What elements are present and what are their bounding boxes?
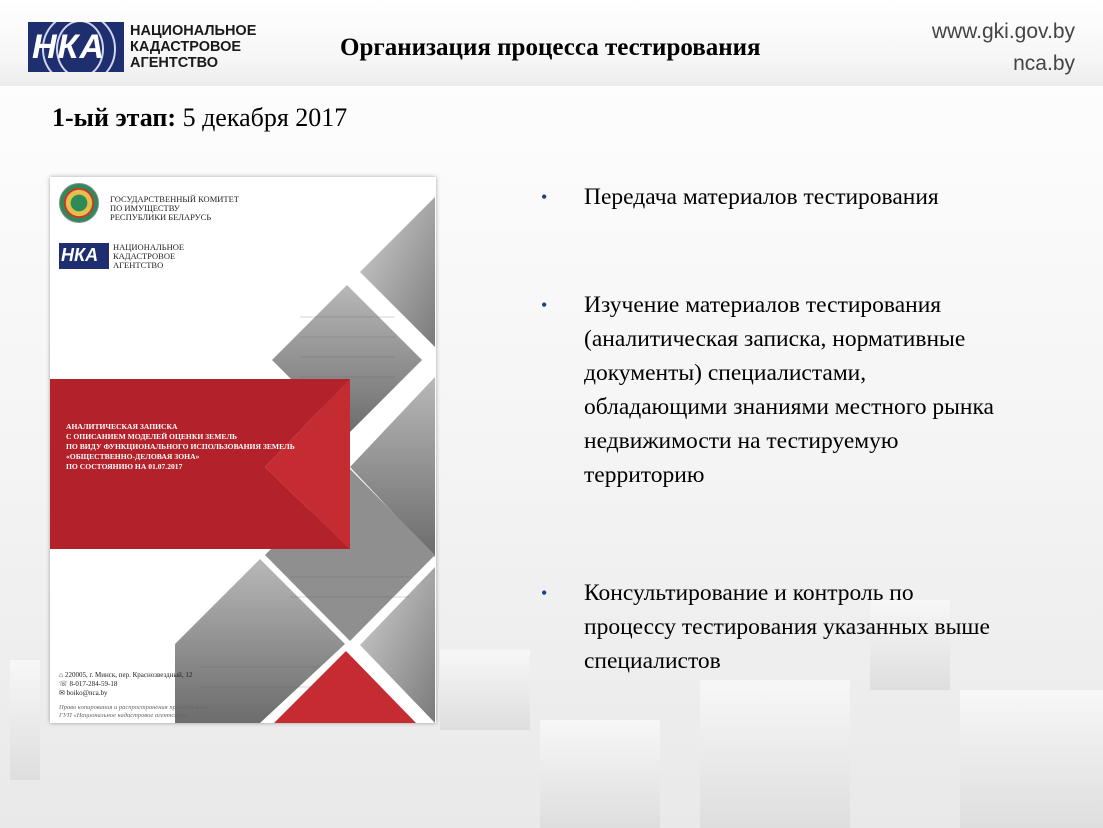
- report-title-line: ПО ВИДУ ФУНКЦИОНАЛЬНОГО ИСПОЛЬЗОВАНИЯ ЗЕМЕЛЬ: [66, 442, 295, 451]
- mail-icon: ✉: [59, 689, 67, 697]
- report-title-line: АНАЛИТИЧЕСКАЯ ЗАПИСКА: [66, 422, 178, 431]
- report-title-line: «ОБЩЕСТВЕННО-ДЕЛОВАЯ ЗОНА»: [66, 452, 200, 461]
- phone-line: [59, 680, 192, 689]
- copyright-note: [59, 704, 209, 720]
- bullet-item: [541, 288, 1011, 492]
- bullet-item: [541, 180, 1011, 214]
- background-block: [960, 690, 1103, 828]
- background-block: [440, 650, 530, 730]
- bullet-dot-icon: •: [541, 583, 548, 603]
- logo-text: [130, 23, 256, 71]
- background-block: [700, 680, 850, 828]
- contacts-block: [59, 671, 192, 698]
- address-line: [59, 671, 192, 680]
- nka-logo-mark: [28, 22, 124, 72]
- bullet-list: [541, 180, 1011, 678]
- stage-label: 1-ый этап:: [52, 103, 177, 132]
- logo-mark-text: НКА: [32, 28, 106, 66]
- site-link-nca[interactable]: nca.by: [1013, 52, 1075, 75]
- agency-line: НАЦИОНАЛЬНОЕ: [113, 242, 185, 252]
- address-text: 220005, г. Минск, пер. Краснозвездный, 12: [64, 671, 193, 679]
- stage-line: [52, 103, 347, 133]
- committee-line: ПО ИМУЩЕСТВУ: [110, 203, 180, 213]
- stage-date: 5 декабря 2017: [182, 103, 348, 132]
- bullet-text: Изучение материалов тестирования (аналитическая записка, нормативные документы) специалистами, обладающими знаниями местного рынка недвижимости на тестируемую территорию: [584, 292, 994, 488]
- copyright-line: Право копирования и распространения принадлежит: [59, 704, 209, 711]
- email-line: [59, 689, 192, 698]
- logo-text-line: КАДАСТРОВОЕ: [130, 39, 242, 55]
- nka-logo: [28, 22, 256, 72]
- agency-logo-mark: [59, 243, 109, 269]
- site-link-gki[interactable]: www.gki.gov.by: [931, 20, 1075, 43]
- bullet-text: Консультирование и контроль по процессу тестирования указанных выше специалистов: [584, 580, 990, 674]
- agency-logo-text: НКА: [61, 245, 99, 265]
- bullet-item: [541, 576, 1011, 678]
- logo-text-line: АГЕНТСТВО: [130, 55, 219, 71]
- report-title-line: ПО СОСТОЯНИЮ НА 01.07.2017: [66, 462, 183, 471]
- report-title: [66, 422, 336, 472]
- bullet-text: Передача материалов тестирования: [584, 184, 939, 210]
- committee-name: [110, 195, 239, 222]
- slide-title: Организация процесса тестирования: [340, 34, 761, 61]
- state-emblem-icon: [59, 183, 99, 223]
- agency-name: [113, 243, 184, 270]
- bullet-dot-icon: •: [541, 187, 548, 207]
- phone-icon: ☏: [59, 680, 70, 688]
- email-text: boiko@nca.by: [66, 689, 108, 697]
- phone-text: 8-017-284-59-18: [69, 680, 118, 688]
- committee-line: ГОСУДАРСТВЕННЫЙ КОМИТЕТ: [110, 194, 239, 204]
- bullet-dot-icon: •: [541, 295, 548, 315]
- background-block: [10, 660, 40, 780]
- copyright-line: ГУП «Национальное кадастровое агентство»: [59, 712, 189, 719]
- report-title-line: С ОПИСАНИЕМ МОДЕЛЕЙ ОЦЕНКИ ЗЕМЕЛЬ: [66, 432, 238, 441]
- committee-line: РЕСПУБЛИКИ БЕЛАРУСЬ: [110, 212, 212, 222]
- document-cover: [50, 177, 436, 723]
- agency-line: КАДАСТРОВОЕ: [113, 251, 176, 261]
- background-block: [540, 720, 660, 828]
- logo-text-line: НАЦИОНАЛЬНОЕ: [130, 23, 257, 39]
- home-icon: ⌂: [59, 671, 65, 679]
- agency-line: АГЕНТСТВО: [113, 260, 164, 270]
